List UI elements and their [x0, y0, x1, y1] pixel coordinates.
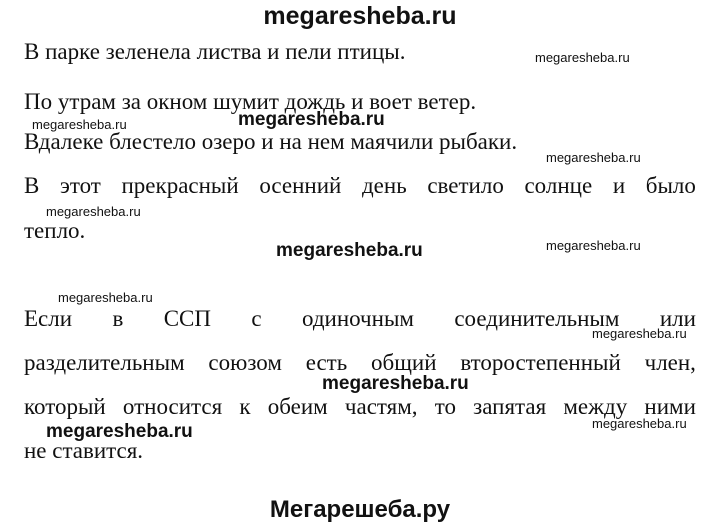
watermark-big: megaresheba.ru	[276, 240, 423, 261]
word: частям,	[344, 394, 418, 419]
sentence-3: Вдалеке блестело озеро и на нем маячили рыбаки.	[24, 129, 518, 154]
watermark-big: megaresheba.ru	[238, 109, 385, 130]
word: и	[612, 173, 626, 198]
word: член,	[644, 350, 696, 375]
sentence-2: По утрам за окном шумит дождь и воет ветер.	[24, 89, 477, 114]
watermark-small: megaresheba.ru	[46, 204, 141, 219]
sentence-4-line-1	[24, 172, 696, 200]
word: одиночным	[302, 306, 414, 331]
word: или	[659, 306, 696, 331]
word: этот	[59, 173, 101, 198]
word: между	[563, 394, 628, 419]
word: светило	[427, 173, 504, 198]
watermark-small: megaresheba.ru	[58, 290, 153, 305]
word: разделительным	[24, 350, 185, 375]
word: Если	[24, 306, 73, 331]
word: относится	[122, 394, 223, 419]
header-watermark: megaresheba.ru	[263, 2, 457, 30]
watermark-big: megaresheba.ru	[46, 421, 193, 442]
watermark-small: megaresheba.ru	[546, 238, 641, 253]
sentence-4-line-2: тепло.	[24, 218, 86, 243]
word: соединительным	[454, 306, 620, 331]
watermark-small: megaresheba.ru	[546, 150, 641, 165]
word: ними	[644, 394, 696, 419]
sentence-1: В парке зеленела листва и пели птицы.	[24, 39, 406, 64]
word: в	[112, 306, 124, 331]
watermark-small: megaresheba.ru	[535, 50, 630, 65]
word: осенний	[259, 173, 342, 198]
word: было	[645, 173, 696, 198]
word: В	[24, 173, 40, 198]
word: то	[434, 394, 456, 419]
word: день	[361, 173, 407, 198]
word: к	[239, 394, 251, 419]
word: ССП	[163, 306, 211, 331]
watermark-big: megaresheba.ru	[322, 373, 469, 394]
word: запятая	[473, 394, 547, 419]
word: обеим	[267, 394, 328, 419]
rule-line-4: не ставится.	[24, 438, 144, 463]
word: есть	[305, 350, 348, 375]
word: общий	[371, 350, 437, 375]
word: с	[251, 306, 262, 331]
word: второстепенный	[460, 350, 621, 375]
watermark-small: megaresheba.ru	[32, 117, 127, 132]
watermark-small: megaresheba.ru	[592, 326, 687, 341]
word: солнце	[524, 173, 593, 198]
footer-watermark: Мегарешеба.ру	[269, 496, 451, 523]
word: союзом	[208, 350, 282, 375]
watermark-small: megaresheba.ru	[592, 416, 687, 431]
word: прекрасный	[121, 173, 239, 198]
word: который	[24, 394, 106, 419]
